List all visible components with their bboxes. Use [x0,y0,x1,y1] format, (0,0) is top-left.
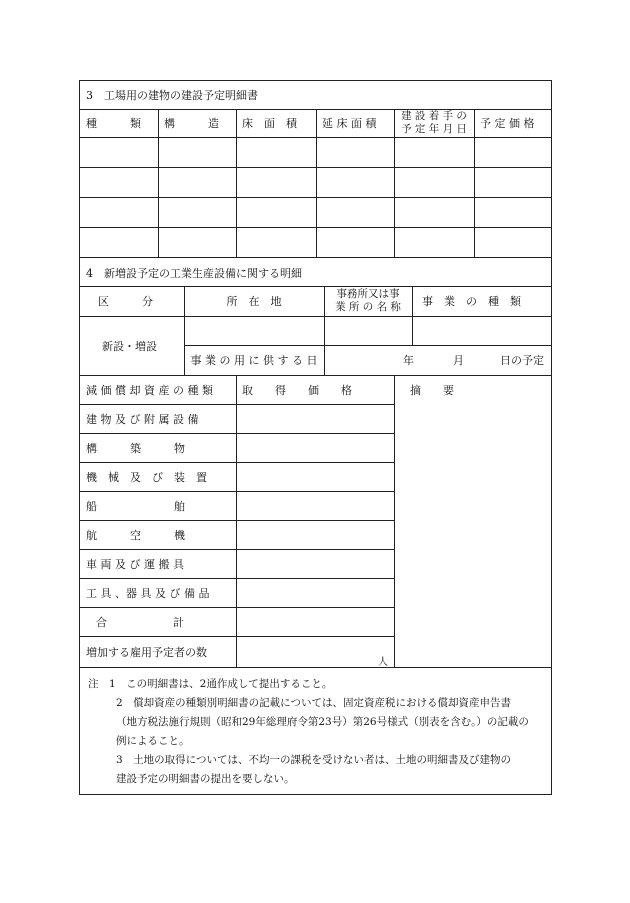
header-type: 種 類 [86,117,141,130]
asset-row-structures: 構 築 物 [86,441,185,455]
asset-row-tools: 工 具 、器 具 及 び 備 品 [86,586,210,600]
header-planned-price: 予 定 価 格 [480,117,535,130]
note-3-line2: 建設予定の明細書の提出を要しない。 [116,773,295,785]
asset-row-aircraft: 航 空 機 [86,528,185,542]
header-construction-start-line1: 建 設 着 手 の [401,110,467,122]
row-label-new-expand: 新設・増設 [102,339,157,353]
date-month: 月 [453,354,464,367]
header-construction-start-line2: 予 定 年 月 日 [401,123,467,135]
divider [158,109,159,257]
header-total-floor-area: 延 床 面 積 [322,117,377,130]
divider [394,375,395,667]
asset-row-machinery: 機 械 及 び 装 置 [86,470,207,484]
divider [394,109,395,257]
header-business-type: 事 業 の 種 類 [422,295,521,308]
asset-row-buildings: 建 物 及 び 附 属 設 備 [86,412,199,426]
header-office-line2: 業 所 の 名 称 [335,301,401,313]
notes [80,667,551,797]
asset-row-ships: 船 舶 [86,499,185,513]
form-frame [79,80,552,795]
divider [316,109,317,257]
section4-title: 4 新増設予定の工業生産設備に関する明細 [86,267,302,280]
header-asset-type: 減 価 償 却 資 産 の 種 類 [86,383,213,397]
use-date-label: 事 業 の 用 に 供 す る 日 [190,354,318,367]
asset-row-total: 合 計 [96,615,184,629]
header-construction-start [394,110,474,136]
header-floor-area: 床 面 積 [242,117,297,130]
header-office-line1: 事務所又は事 [336,288,400,300]
divider [236,375,237,667]
header-kubun: 区 分 [98,295,153,308]
divider [324,286,325,375]
note-2-line1: 2 償却資産の種類別明細書の記載については、固定資産税における償却資産申告書 [116,697,511,709]
employment-unit: 人 [378,657,388,668]
header-structure: 構 造 [164,117,219,130]
date-day: 日の予定 [500,354,544,367]
divider [236,109,237,257]
header-location: 所 在 地 [226,295,282,308]
note-2-line2: （地方税法施行規則（昭和29年総理府令第23号）第26号様式（別表を含む。）の記載の [116,716,529,728]
asset-row-vehicles: 車 両 及 び 運 搬 具 [86,557,184,571]
note-2-line3: 例によること。 [116,735,190,747]
divider [474,109,475,257]
divider [412,286,413,345]
divider [80,257,551,258]
header-remarks: 摘 要 [410,383,454,397]
employment-label: 増加する雇用予定者の数 [86,645,207,659]
date-year: 年 [403,354,414,367]
section3-title: 3 工場用の建物の建設予定明細書 [86,89,258,102]
note-1: 注 1 この明細書は、2通作成して提出すること。 [88,678,333,690]
note-3-line1: 3 土地の取得については、不均一の課税を受けない者は、土地の明細書及び建物の [116,754,511,766]
header-acquisition-price: 取 得 価 格 [242,383,352,397]
header-office [324,288,412,314]
